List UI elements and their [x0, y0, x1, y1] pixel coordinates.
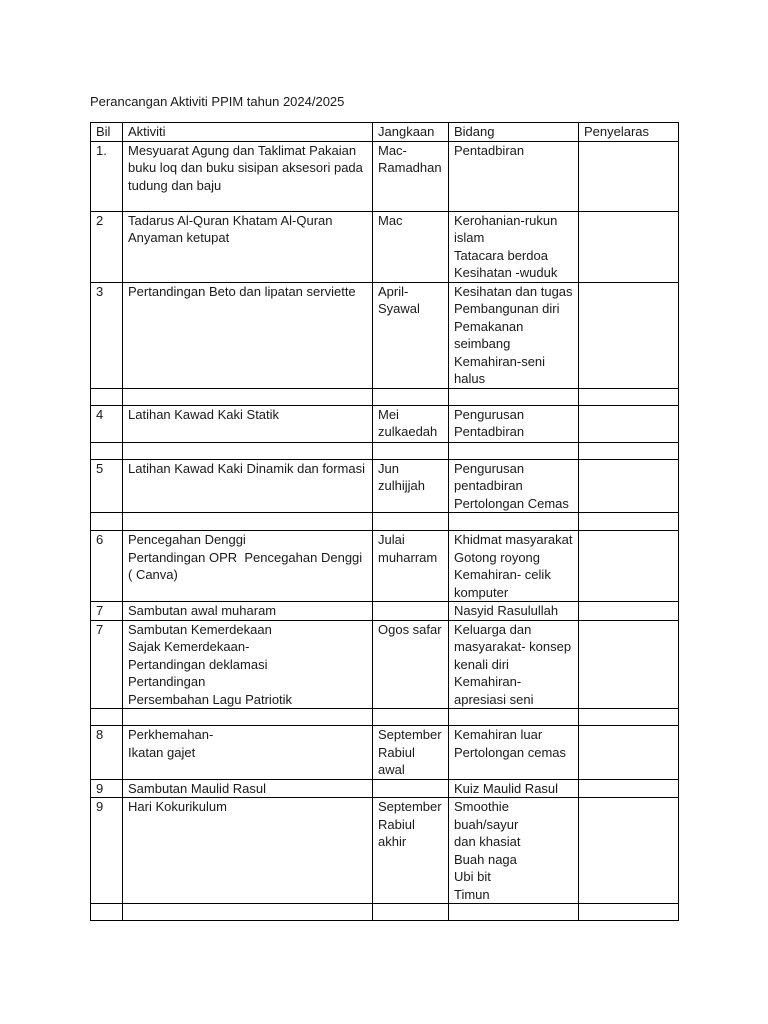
- cell-jangkaan: [373, 211, 449, 282]
- jangkaan-line: zulhijjah: [378, 478, 425, 493]
- bidang-line: Kerohanian-rukun: [454, 212, 558, 228]
- aktiviti-line: Pencegahan Denggi: [128, 532, 246, 547]
- cell-bidang: [449, 459, 579, 513]
- cell-penyelaras: [579, 513, 679, 531]
- jangkaan-line: Jun: [378, 460, 399, 476]
- cell-aktiviti: [123, 388, 373, 405]
- bidang-line: Pengurusan: [454, 406, 525, 422]
- cell-penyelaras: [579, 405, 679, 442]
- cell-bil: 3: [91, 282, 123, 388]
- cell-aktiviti: [123, 531, 373, 602]
- bidang-line: Kuiz Maulid Rasul: [454, 780, 559, 796]
- cell-jangkaan: [373, 513, 449, 531]
- cell-penyelaras: [579, 620, 679, 709]
- cell-penyelaras: [579, 904, 679, 921]
- table-row: [91, 282, 679, 388]
- table-row-empty: [91, 388, 679, 405]
- cell-jangkaan: [373, 620, 449, 709]
- cell-bil: [91, 513, 123, 531]
- table-row: [91, 602, 679, 621]
- table-body: [91, 141, 679, 921]
- cell-jangkaan: [373, 282, 449, 388]
- cell-bil: [91, 388, 123, 405]
- jangkaan-line: Rabiul: [378, 744, 415, 760]
- cell-aktiviti: [123, 459, 373, 513]
- aktiviti-line: Pertandingan OPR Pencegahan Denggi: [128, 549, 363, 565]
- bidang-line: dan khasiat: [454, 834, 521, 849]
- cell-bil: [91, 442, 123, 459]
- cell-jangkaan: [373, 726, 449, 780]
- aktiviti-line: Tadarus Al-Quran Khatam Al-Quran: [128, 212, 333, 228]
- bidang-line: Pembangunan diri: [454, 301, 560, 316]
- bidang-line: Nasyid Rasulullah: [454, 603, 559, 618]
- table-row-empty: [91, 442, 679, 459]
- cell-aktiviti: [123, 709, 373, 726]
- cell-penyelaras: [579, 726, 679, 780]
- table-row: [91, 726, 679, 780]
- table-row: [91, 620, 679, 709]
- jangkaan-line: Rabiul: [378, 816, 415, 832]
- header-penyelaras: Penyelaras: [579, 123, 679, 142]
- cell-penyelaras: [579, 211, 679, 282]
- cell-jangkaan: [373, 405, 449, 442]
- cell-bidang: [449, 531, 579, 602]
- bidang-line: seimbang: [454, 336, 511, 351]
- cell-aktiviti: [123, 798, 373, 904]
- aktiviti-line: Latihan Kawad Kaki Statik: [128, 406, 280, 422]
- cell-aktiviti: [123, 620, 373, 709]
- jangkaan-line: Mac-: [378, 142, 407, 158]
- cell-jangkaan: [373, 709, 449, 726]
- jangkaan-line: Syawal: [378, 301, 420, 316]
- aktiviti-line: buku loq dan buku sisipan aksesori pada: [128, 160, 363, 175]
- cell-bil: 2: [91, 211, 123, 282]
- jangkaan-line: Ramadhan: [378, 160, 442, 175]
- aktiviti-line: Pertandingan: [128, 674, 206, 689]
- cell-bidang: [449, 211, 579, 282]
- jangkaan-line: April-: [378, 283, 409, 299]
- jangkaan-line: akhir: [378, 834, 407, 849]
- jangkaan-line: September: [378, 799, 442, 814]
- aktiviti-line: Hari Kokurikulum: [128, 799, 227, 814]
- cell-bidang: [449, 620, 579, 709]
- bidang-line: Pemakanan: [454, 318, 524, 334]
- header-bil: Bil: [91, 123, 123, 142]
- cell-bil: 5: [91, 459, 123, 513]
- table-row-empty: [91, 904, 679, 921]
- bidang-line: Pertolongan cemas: [454, 744, 567, 760]
- cell-jangkaan: [373, 602, 449, 621]
- cell-aktiviti: [123, 282, 373, 388]
- cell-aktiviti: [123, 779, 373, 798]
- aktiviti-line: Sajak Kemerdekaan-: [128, 639, 250, 654]
- jangkaan-line: Mac: [378, 212, 403, 228]
- jangkaan-line: Julai: [378, 532, 405, 547]
- cell-penyelaras: [579, 709, 679, 726]
- bidang-line: Kemahiran-: [454, 674, 522, 689]
- aktiviti-line: Anyaman ketupat: [128, 230, 230, 245]
- cell-bil: 4: [91, 405, 123, 442]
- cell-jangkaan: [373, 459, 449, 513]
- header-aktiviti: Aktiviti: [123, 123, 373, 142]
- jangkaan-line: zulkaedah: [378, 424, 438, 439]
- table-row: [91, 211, 679, 282]
- cell-penyelaras: [579, 602, 679, 621]
- aktiviti-line: tudung dan baju: [128, 177, 222, 193]
- cell-bil: 8: [91, 726, 123, 780]
- bidang-line: Kemahiran- celik: [454, 567, 551, 582]
- bidang-line: Gotong royong: [454, 549, 541, 565]
- cell-jangkaan: [373, 904, 449, 921]
- cell-penyelaras: [579, 779, 679, 798]
- table-row-empty: [91, 513, 679, 531]
- aktiviti-line: ( Canva): [128, 567, 178, 582]
- jangkaan-line: Ogos safar: [378, 621, 442, 637]
- bidang-line: masyarakat- konsep: [454, 639, 572, 654]
- cell-bidang: [449, 602, 579, 621]
- activity-plan-table: [90, 122, 679, 921]
- cell-bil: 1.: [91, 141, 123, 211]
- bidang-line: Buah naga: [454, 851, 517, 867]
- bidang-line: Kesihatan dan tugas: [454, 283, 573, 299]
- bidang-line: Pengurusan: [454, 460, 525, 476]
- cell-bil: 7: [91, 602, 123, 621]
- table-header: [91, 123, 679, 142]
- cell-aktiviti: [123, 405, 373, 442]
- bidang-line: Pertolongan Cemas: [454, 495, 569, 511]
- cell-bil: 6: [91, 531, 123, 602]
- jangkaan-line: September: [378, 727, 442, 742]
- cell-aktiviti: [123, 442, 373, 459]
- cell-jangkaan: [373, 798, 449, 904]
- aktiviti-line: Latihan Kawad Kaki Dinamik dan formasi: [128, 460, 366, 476]
- aktiviti-line: Persembahan Lagu Patriotik: [128, 691, 293, 707]
- cell-jangkaan: [373, 141, 449, 211]
- aktiviti-line: Pertandingan Beto dan lipatan serviette: [128, 283, 356, 299]
- bidang-line: Kemahiran luar: [454, 727, 543, 742]
- cell-aktiviti: [123, 602, 373, 621]
- cell-bil: [91, 904, 123, 921]
- cell-jangkaan: [373, 779, 449, 798]
- cell-penyelaras: [579, 282, 679, 388]
- table-row: [91, 798, 679, 904]
- jangkaan-line: awal: [378, 762, 405, 777]
- cell-penyelaras: [579, 388, 679, 405]
- aktiviti-line: Sambutan Maulid Rasul: [128, 780, 267, 796]
- cell-jangkaan: [373, 388, 449, 405]
- cell-aktiviti: [123, 141, 373, 211]
- cell-bidang: [449, 904, 579, 921]
- cell-bil: 9: [91, 798, 123, 904]
- table-row: [91, 779, 679, 798]
- header-jangkaan: Jangkaan: [373, 123, 449, 142]
- bidang-line: Smoothie: [454, 799, 509, 814]
- cell-aktiviti: [123, 211, 373, 282]
- cell-bidang: [449, 141, 579, 211]
- bidang-line: Pentadbiran: [454, 142, 525, 158]
- bidang-line: komputer: [454, 584, 509, 600]
- aktiviti-line: Pertandingan deklamasi: [128, 656, 268, 672]
- cell-jangkaan: [373, 531, 449, 602]
- bidang-line: Timun: [454, 886, 490, 902]
- cell-bil: 9: [91, 779, 123, 798]
- table-row: [91, 405, 679, 442]
- aktiviti-line: Sambutan awal muharam: [128, 603, 277, 618]
- table-row-empty: [91, 709, 679, 726]
- cell-penyelaras: [579, 459, 679, 513]
- cell-aktiviti: [123, 513, 373, 531]
- cell-aktiviti: [123, 904, 373, 921]
- bidang-line: Keluarga dan: [454, 621, 532, 637]
- aktiviti-line: Mesyuarat Agung dan Taklimat Pakaian: [128, 142, 357, 158]
- bidang-line: buah/sayur: [454, 816, 519, 832]
- table-row: [91, 459, 679, 513]
- table-row: [91, 531, 679, 602]
- jangkaan-line: Mei: [378, 406, 399, 422]
- cell-penyelaras: [579, 141, 679, 211]
- bidang-line: halus: [454, 371, 486, 386]
- cell-bidang: [449, 282, 579, 388]
- bidang-line: Kesihatan -wuduk: [454, 265, 558, 280]
- bidang-line: Tatacara berdoa: [454, 247, 548, 263]
- bidang-line: Ubi bit: [454, 869, 491, 884]
- header-row: [91, 123, 679, 142]
- bidang-line: apresiasi seni: [454, 691, 534, 707]
- cell-bidang: [449, 513, 579, 531]
- bidang-line: Kemahiran-seni: [454, 353, 546, 369]
- aktiviti-line: Perkhemahan-: [128, 727, 214, 742]
- aktiviti-line: Sambutan Kemerdekaan: [128, 621, 272, 637]
- cell-penyelaras: [579, 531, 679, 602]
- cell-bidang: [449, 442, 579, 459]
- cell-bidang: [449, 779, 579, 798]
- jangkaan-line: muharram: [378, 549, 438, 565]
- cell-penyelaras: [579, 798, 679, 904]
- cell-bidang: [449, 405, 579, 442]
- cell-bil: [91, 709, 123, 726]
- cell-bidang: [449, 798, 579, 904]
- aktiviti-line: Ikatan gajet: [128, 744, 196, 760]
- bidang-line: Khidmat masyarakat: [454, 532, 573, 547]
- bidang-line: Pentadbiran: [454, 424, 525, 439]
- document-title: Perancangan Aktiviti PPIM tahun 2024/2025: [90, 94, 345, 109]
- header-bidang: Bidang: [449, 123, 579, 142]
- bidang-line: kenali diri: [454, 656, 509, 672]
- cell-bidang: [449, 726, 579, 780]
- cell-penyelaras: [579, 442, 679, 459]
- bidang-line: islam: [454, 230, 485, 245]
- cell-bidang: [449, 709, 579, 726]
- cell-jangkaan: [373, 442, 449, 459]
- cell-bil: 7: [91, 620, 123, 709]
- cell-bidang: [449, 388, 579, 405]
- bidang-line: pentadbiran: [454, 478, 523, 493]
- table-row: [91, 141, 679, 211]
- cell-aktiviti: [123, 726, 373, 780]
